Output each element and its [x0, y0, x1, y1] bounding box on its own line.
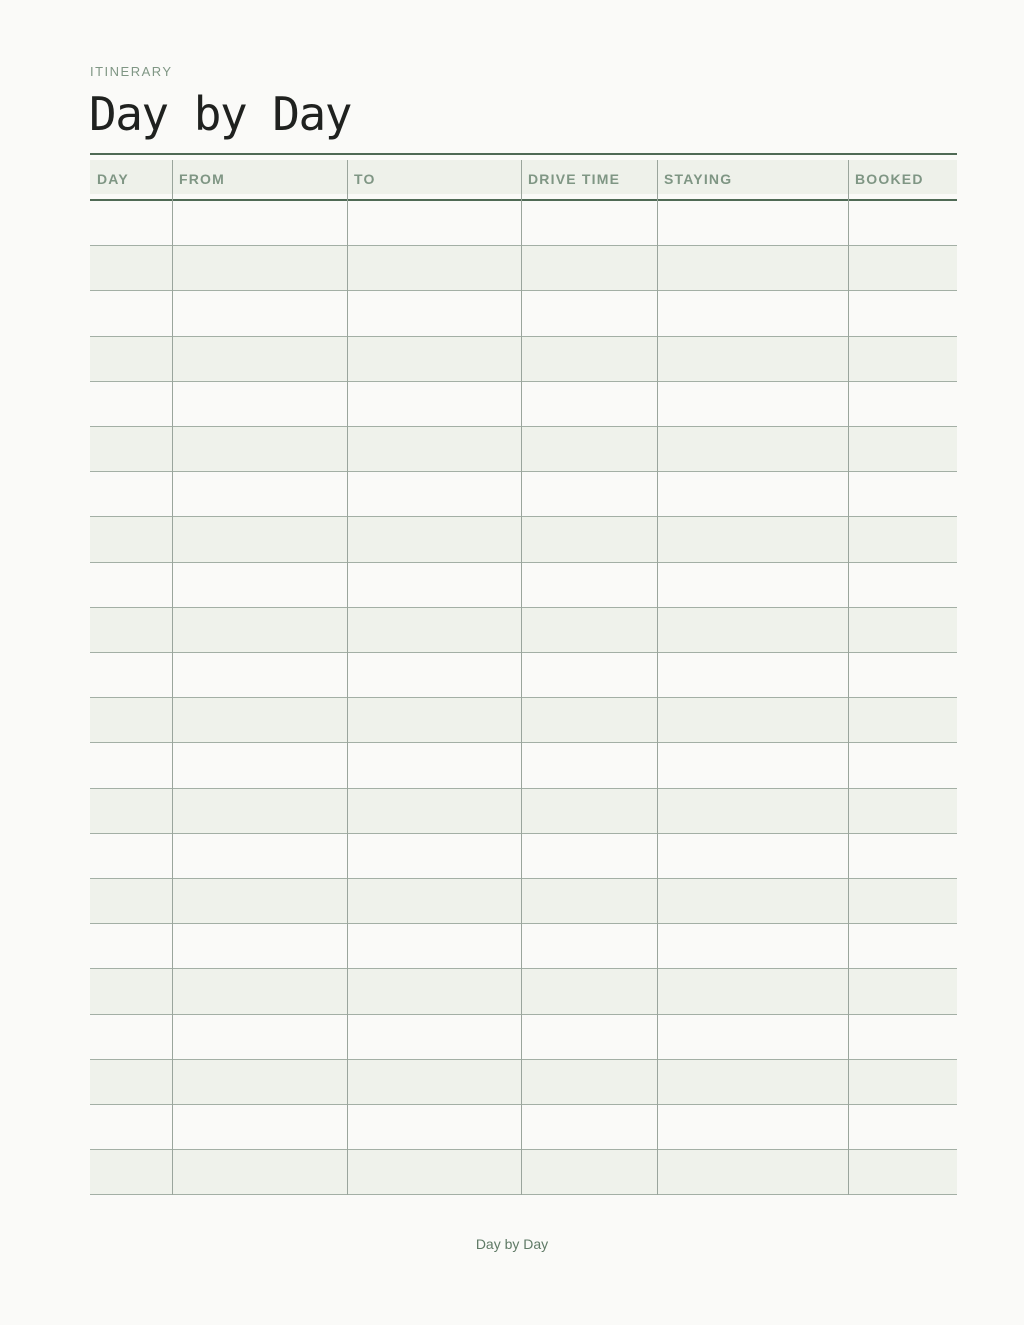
table-row [90, 789, 957, 834]
table-row [90, 1015, 957, 1060]
column-header-staying: STAYING [664, 171, 733, 187]
table-row [90, 1060, 957, 1105]
column-header-booked: BOOKED [855, 171, 924, 187]
table-row [90, 382, 957, 427]
table-row [90, 246, 957, 291]
table-row [90, 608, 957, 653]
table-row [90, 879, 957, 924]
table-row [90, 291, 957, 336]
column-header-from: FROM [179, 171, 226, 187]
table-row [90, 337, 957, 382]
table-row [90, 834, 957, 879]
column-header-drive-time: DRIVE TIME [528, 171, 621, 187]
footer-text: Day by Day [475, 1236, 549, 1252]
column-divider [347, 160, 348, 1195]
table-row [90, 517, 957, 562]
table-row [90, 427, 957, 472]
table-row [90, 563, 957, 608]
table-row [90, 1150, 957, 1195]
column-divider [521, 160, 522, 1195]
column-divider [657, 160, 658, 1195]
column-divider [848, 160, 849, 1195]
table-row [90, 472, 957, 517]
table-row [90, 201, 957, 246]
column-header-day: DAY [97, 171, 129, 187]
itinerary-eyebrow: ITINERARY [90, 64, 173, 79]
table-row [90, 743, 957, 788]
table-row [90, 653, 957, 698]
table-row [90, 698, 957, 743]
page-title: Day by Day [89, 87, 351, 141]
table-row [90, 969, 957, 1014]
column-header-to: TO [354, 171, 376, 187]
top-rule [90, 153, 957, 155]
table-row [90, 924, 957, 969]
column-divider [172, 160, 173, 1195]
table-row [90, 1105, 957, 1150]
